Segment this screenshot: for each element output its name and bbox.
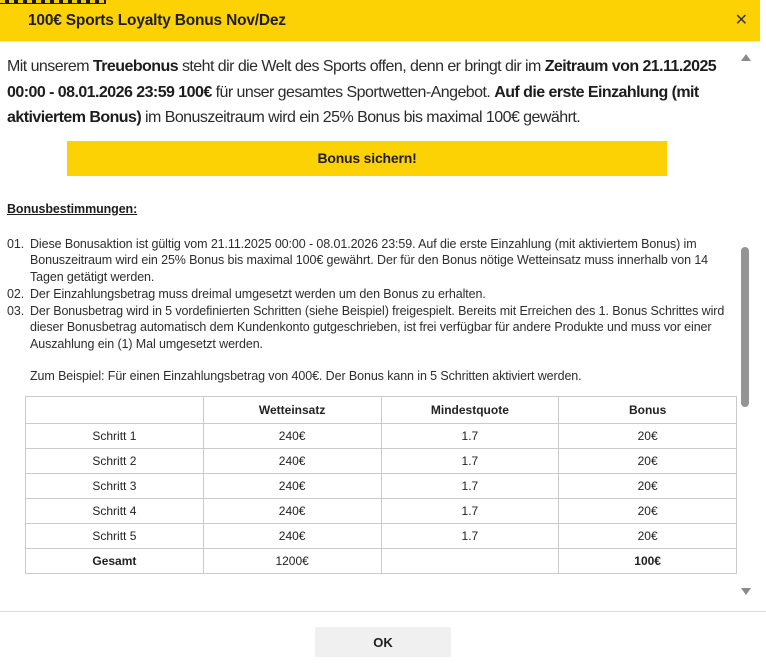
term-text: Der Einzahlungsbetrag muss dreimal umgesetzt werden um den Bonus zu erhalten. [30, 286, 486, 301]
close-icon[interactable]: ✕ [734, 11, 748, 29]
table-header-row [26, 396, 737, 423]
terms-list [7, 236, 736, 354]
table-cell: 100€ [559, 548, 737, 573]
table-cell: 20€ [559, 423, 737, 448]
table-cell: 240€ [203, 498, 381, 523]
table-cell: 1.7 [381, 423, 559, 448]
table-total-row [26, 548, 737, 573]
table-header-cell: Mindestquote [381, 396, 559, 423]
term-item [7, 303, 736, 353]
table-cell: Schritt 3 [26, 473, 204, 498]
table-cell: 20€ [559, 523, 737, 548]
table-cell: 240€ [203, 448, 381, 473]
table-cell: Schritt 2 [26, 448, 204, 473]
page-behind-fragment [0, 0, 106, 4]
table-cell: 1.7 [381, 523, 559, 548]
table-row [26, 498, 737, 523]
term-number: 03. [7, 303, 25, 318]
table-cell: 240€ [203, 423, 381, 448]
scroll-up-icon[interactable] [741, 54, 751, 61]
table-header-cell [26, 396, 204, 423]
term-item [7, 236, 736, 286]
table-cell: 240€ [203, 473, 381, 498]
intro-bold-segment: Treuebonus [92, 58, 179, 75]
table-cell: 20€ [559, 473, 737, 498]
table-cell: 1.7 [381, 448, 559, 473]
table-cell: 20€ [559, 448, 737, 473]
bonus-steps-table [25, 396, 737, 574]
intro-bold-segment: Zeitraum von 21.11.2025 00:00 - 08.01.2026 23:59 100€ [7, 58, 717, 101]
intro-text-segment: steht dir die Welt des Sports offen, denn er bringt dir im [178, 58, 545, 75]
table-cell: 1.7 [381, 498, 559, 523]
bonus-sichern-button[interactable]: Bonus sichern! [67, 141, 667, 176]
table-header-cell: Bonus [559, 396, 737, 423]
intro-text-segment: im Bonuszeitraum wird ein 25% Bonus bis maximal 100€ gewährt. [141, 109, 581, 126]
table-cell: Schritt 1 [26, 423, 204, 448]
table-header-cell: Wetteinsatz [203, 396, 381, 423]
modal-scrollbar[interactable] [740, 42, 752, 612]
table-cell: 20€ [559, 498, 737, 523]
intro-paragraph [7, 54, 734, 131]
table-row [26, 523, 737, 548]
table-row [26, 423, 737, 448]
term-number: 01. [7, 236, 25, 251]
intro-bold-segment: Auf die erste Einzahlung (mit aktiviertem Bonus) [7, 83, 699, 126]
table-row [26, 448, 737, 473]
table-row [26, 473, 737, 498]
table-cell: 1.7 [381, 473, 559, 498]
term-number: 02. [7, 286, 25, 301]
intro-text-segment: Mit unserem [7, 58, 93, 75]
scroll-down-icon[interactable] [741, 588, 751, 595]
intro-text-segment: für unser gesamtes Sportwetten-Angebot. [211, 83, 495, 101]
modal-title: 100€ Sports Loyalty Bonus Nov/Dez [28, 11, 286, 29]
modal-footer [0, 611, 766, 663]
modal-header [0, 0, 760, 42]
table-cell: Gesamt [26, 548, 204, 573]
term-text: Diese Bonusaktion ist gültig vom 21.11.2025 00:00 - 08.01.2026 23:59. Auf die erste Einzahlung (mit aktiviertem Bonus) im Bonuszeitraum wird ein 25% Bonus bis maximal 100€ gewährt. Der für den Bonus nötige Wetteinsatz muss innerhalb von 14 Tagen getätigt werden. [30, 236, 709, 285]
term-item [7, 286, 736, 303]
table-cell: 240€ [203, 523, 381, 548]
table-cell [381, 548, 559, 573]
table-cell: 1200€ [203, 548, 381, 573]
table-cell: Schritt 5 [26, 523, 204, 548]
terms-heading: Bonusbestimmungen: [7, 201, 138, 216]
scrollbar-thumb[interactable] [741, 247, 749, 407]
example-text: Zum Beispiel: Für einen Einzahlungsbetrag von 400€. Der Bonus kann in 5 Schritten aktiviert werden. [30, 369, 582, 384]
modal-content [0, 42, 738, 611]
table-cell: Schritt 4 [26, 498, 204, 523]
term-text: Der Bonusbetrag wird in 5 vordefinierten Schritten (siehe Beispiel) freigespielt. Bereits mit Erreichen des 1. Bonus Schrittes wird dieser Bonusbetrag automatisch dem Kundenkonto gutgeschrieben, ist frei verfügbar für andere Produkte und muss vor einer Auszahlung ein (1) Mal umgesetzt werden. [30, 303, 725, 352]
ok-button[interactable]: OK [315, 627, 451, 657]
